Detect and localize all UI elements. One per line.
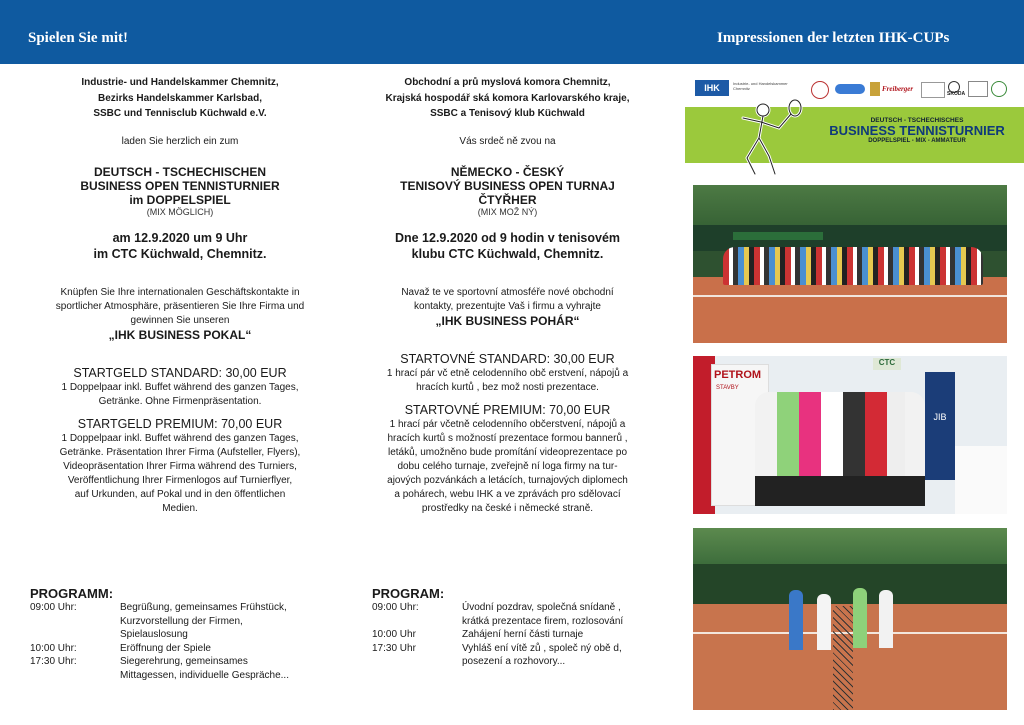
ctc-sign: CTC [873,358,901,370]
program-line: Zahájení herní části turnaje [462,629,584,640]
event-date [30,230,330,262]
organizer-line: Bezirks Handelskammer Karlsbad, [98,92,262,104]
price-line: Videopräsentation Ihrer Firma während des Turniers, [63,460,297,472]
invite-text: laden Sie herzlich ein zum [121,135,239,147]
price-line: hracích kurtů s možností prezentace formou bannerů , [387,432,628,444]
photo-players-net [693,528,1007,710]
crest-logo [811,81,829,99]
program-time: 17:30 Uhr: [30,656,77,667]
program-row [30,601,330,642]
program-line: Eröffnung der Spiele [120,642,211,654]
banner-title: BUSINESS TENNISTURNIER [829,123,1005,138]
price-line: 1 Doppelpaar inkl. Buffet während des ganzen Tages, [61,432,299,444]
organizer-line: SSBC a Tenisový klub Küchwald [430,108,585,119]
tennis-net [833,606,853,710]
players-shorts [755,476,925,506]
court-banner [733,232,823,240]
player [817,594,831,650]
title-line: NĚMECKO - ČESKÝ [450,164,565,179]
photo-group-tennis [693,185,1007,343]
price-line: Getränke. Ohne Firmenpräsentation. [98,395,262,407]
price-line: Medien. [162,502,198,514]
program-text [120,655,289,682]
tournament-title [30,165,330,207]
partner-logo [968,81,988,97]
program-line: posezení a rozhovory... [462,656,566,667]
date-line: klubu CTC Küchwald, Chemnitz. [411,246,604,261]
para-line: Knüpfen Sie Ihre internationalen Geschäftskontakte in [60,286,300,298]
player [789,590,803,650]
price-line: Getränke. Präsentation Ihrer Firma (Aufsteller, Flyers), [59,446,301,458]
date-line: im CTC Küchwald, Chemnitz. [93,246,267,261]
price-title: STARTOVNÉ STANDARD: 30,00 EUR [400,351,615,366]
czech-column [355,66,660,516]
price-title: STARTGELD STANDARD: 30,00 EUR [73,365,287,380]
invite-text: Vás srdeč ně zvou na [459,135,556,147]
czech-program [372,586,662,669]
program-time: 09:00 Uhr: [372,602,419,613]
intro-paragraph [355,286,660,314]
price-line: ajových pozvánkách a letácích, turnajových diplomech [387,474,628,486]
trophy-name: „IHK BUSINESS POHÁR“ [435,313,580,328]
price-premium [355,403,660,516]
group-of-players [723,247,983,285]
organizer-line: Krajská hospodář ská komora Karlovarského kraje, [385,92,630,104]
para-line: kontakty, prezentujte Vaš i firmu a vyhrajte [414,300,601,312]
program-line: Spielauslosung [120,629,188,640]
mix-note: (MIX MOŽ NÝ) [477,206,538,217]
program-row [372,642,662,669]
price-line: 1 hrací pár včetně celodenního občerstvení, nápojů a [389,418,626,430]
banner-subtitle-top: DEUTSCH - TSCHECHISCHES [870,117,964,124]
partner-logo [921,82,945,98]
para-line: Navaž te ve sportovní atmosféře nové obchodní [401,286,614,298]
intro-paragraph [30,286,330,328]
date-line: am 12.9.2020 um 9 Uhr [112,230,248,245]
tournament-banner [693,78,1023,170]
german-column [30,66,330,516]
price-line: auf Urkunden, auf Pokal und in den öffentlichen [74,488,286,500]
price-line: 1 Doppelpaar inkl. Buffet während des ganzen Tages, [61,381,299,393]
program-title: PROGRAMM: [30,586,114,601]
header-right-title: Impressionen der letzten IHK-CUPs [717,30,950,46]
price-premium [30,417,330,516]
price-line: 1 hrací pár vč etně celodenního obč erstvení, nápojů a [386,367,629,379]
program-text [462,642,622,669]
program-title: PROGRAM: [372,586,445,601]
header-left-title: Spielen Sie mit! [28,30,128,46]
price-line: prostředky na české i německé straně. [421,502,594,514]
banner-text [823,117,1011,144]
program-row [30,642,330,656]
program-line: Siegerehrung, gemeinsames [120,656,248,667]
program-text [120,601,287,642]
price-line: a pohárech, webu IHK a ve zprávách pro sdělovací [394,488,621,500]
title-line: BUSINESS OPEN TENNISTURNIER [80,178,280,193]
program-time: 17:30 Uhr [372,642,416,654]
title-line: TENISOVÝ BUSINESS OPEN TURNAJ [400,178,615,193]
para-line: gewinnen Sie unseren [130,314,230,326]
program-time: 10:00 Uhr: [30,642,77,654]
price-title: STARTOVNÉ PREMIUM: 70,00 EUR [404,402,611,417]
brewery-crest-logo [870,82,880,96]
player [879,590,893,648]
program-line: Kurzvorstellung der Firmen, [120,615,243,627]
program-line: krátká prezentace firem, rozlosování [462,615,624,627]
price-line: Veröffentlichung Ihrer Firmenlogos auf Turnierflyer, [67,474,293,486]
header-bar [0,0,1024,64]
banner-subtitle-bottom: DOPPELSPIEL - MIX - AMMATEUR [868,138,966,144]
price-title: STARTGELD PREMIUM: 70,00 EUR [77,416,283,431]
player [853,588,867,648]
organizer-line: SSBC und Tennisclub Küchwald e.V. [93,108,267,119]
program-line: Úvodní pozdrav, společná snídaně , [462,602,621,613]
tennis-player-icon [733,98,803,178]
jib-banner: JIB [925,372,955,480]
organizers [30,75,330,122]
club-logo [991,81,1007,97]
program-row [30,655,330,682]
trees [693,528,1007,568]
skoda-logo: SKODA [947,91,966,97]
program-text [462,601,623,628]
title-line: ČTYŘHER [478,192,537,207]
price-standard [30,366,330,409]
title-line: DEUTSCH - TSCHECHISCHEN [93,164,266,179]
price-line: dobu celého turnaje, zveřejně ní loga firmy na tur- [397,460,618,472]
event-date [355,230,660,262]
banner-text: STAVBY [716,385,739,391]
photo-winners [693,356,1007,514]
banner-text: PETROM [714,369,762,381]
price-line: hracích kurtů , bez mož nosti prezentace. [416,381,599,393]
program-time: 10:00 Uhr [372,629,416,640]
trophy-name: „IHK BUSINESS POKAL“ [108,327,252,342]
date-line: Dne 12.9.2020 od 9 hodin v tenisovém [394,230,621,245]
german-program [30,586,330,682]
program-line: Mittagessen, individuelle Gespräche... [120,669,289,681]
organizers [355,75,660,122]
organizer-line: Industrie- und Handelskammer Chemnitz, [81,77,279,88]
price-line: letáků, umožněno bude promítání videoprezentace po [387,446,628,458]
clay-court [693,277,1007,343]
fence [693,564,1007,604]
tournament-title [355,165,660,207]
organizer-line: Obchodní a prů myslová komora Chemnitz, [404,77,611,88]
partner-logo [835,84,865,94]
court-line [693,295,1007,297]
program-time: 09:00 Uhr: [30,602,77,613]
ihk-logo-text: Industrie- und Handelskammer Chemnitz [733,81,788,91]
ihk-logo: IHK [695,80,729,96]
para-line: sportlicher Atmosphäre, präsentieren Sie Ihre Firma und [55,300,305,312]
price-standard [355,352,660,395]
program-line: Begrüßung, gemeinsames Frühstück, [120,602,287,613]
mix-note: (MIX MÖGLICH) [146,206,214,217]
program-row [372,601,662,628]
program-row [372,628,662,642]
program-line: Vyhláš ení vítě zů , společ ný obě d, [462,642,622,654]
white-table [955,446,1007,514]
freiberger-logo: Freiberger [882,85,914,93]
title-line: im DOPPELSPIEL [129,192,231,207]
